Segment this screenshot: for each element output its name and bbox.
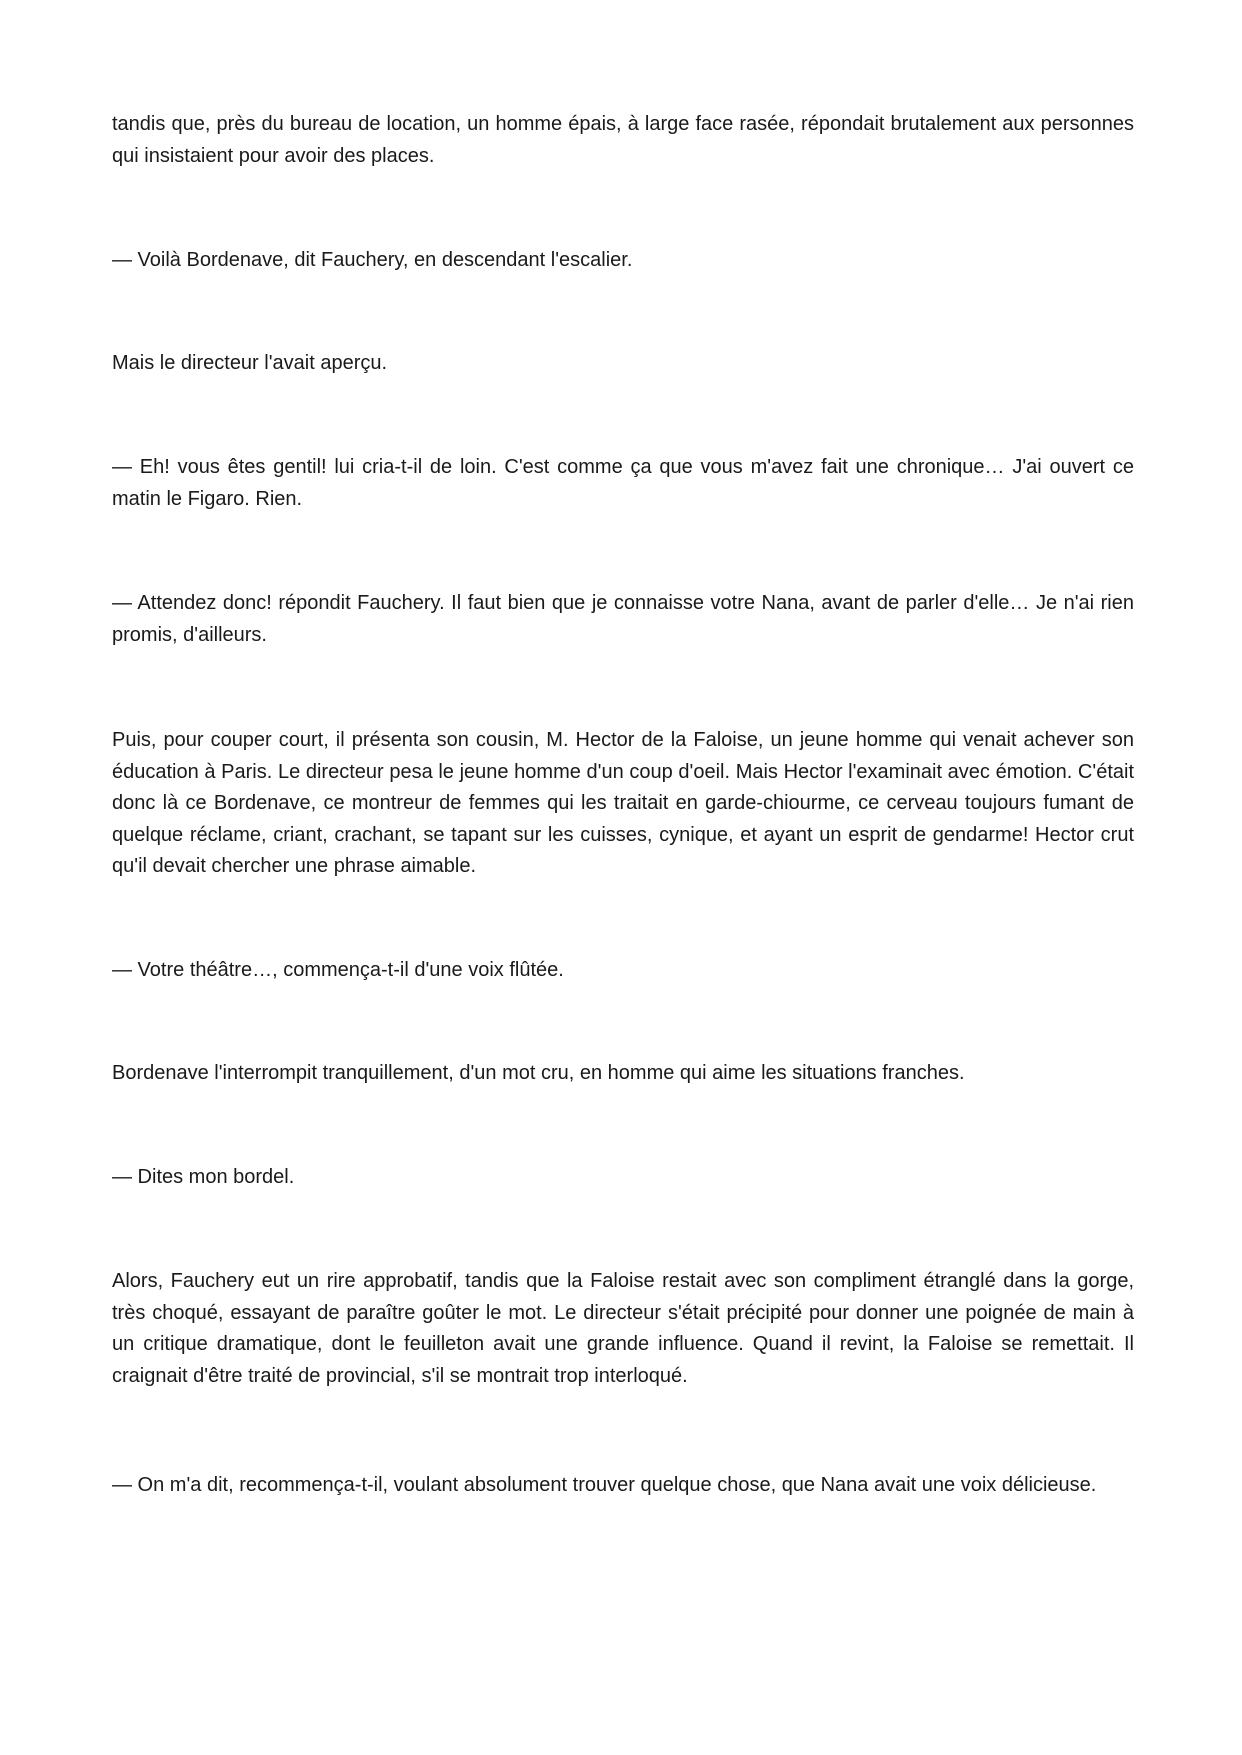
paragraph-2: — Voilà Bordenave, dit Fauchery, en descendant l'escalier. — [112, 249, 633, 271]
paragraph-11: — On m'a dit, recommença-t-il, voulant absolument trouver quelque chose, que Nana avait une voix délicieuse. — [112, 1474, 1097, 1496]
paragraph-5: — Attendez donc! répondit Fauchery. Il faut bien que je connaisse votre Nana, avant de parler d'elle… Je n'ai rien promis, d'ailleurs. — [112, 592, 1134, 646]
paragraph-10: Alors, Fauchery eut un rire approbatif, tandis que la Faloise restait avec son compliment étranglé dans la gorge, très choqué, essayant de paraître goûter le mot. Le directeur s'était précipité pour donner une poignée de main à un critique dramatique, dont le feuilleton avait une grande influence. Quand il revint, la Faloise se remettait. Il craignait d'être traité de provincial, s'il se montrait trop interloqué. — [112, 1270, 1134, 1387]
paragraph-3: Mais le directeur l'avait aperçu. — [112, 352, 388, 374]
paragraph-7: — Votre théâtre…, commença-t-il d'une voix flûtée. — [112, 959, 564, 981]
paragraph-6: Puis, pour couper court, il présenta son cousin, M. Hector de la Faloise, un jeune homme qui venait achever son éducation à Paris. Le directeur pesa le jeune homme d'un coup d'oeil. Mais Hector l'examinait avec émotion. C'était donc là ce Bordenave, ce montreur de femmes qui les traitait en garde-chiourme, ce cerveau toujours fumant de quelque réclame, criant, crachant, se tapant sur les cuisses, cynique, et ayant un esprit de gendarme! Hector crut qu'il devait chercher une phrase aimable. — [112, 729, 1134, 877]
paragraph-4: — Eh! vous êtes gentil! lui cria-t-il de loin. C'est comme ça que vous m'avez fait une chronique… J'ai ouvert ce matin le Figaro. Rien. — [112, 456, 1134, 510]
paragraph-8: Bordenave l'interrompit tranquillement, d'un mot cru, en homme qui aime les situations franches. — [112, 1062, 965, 1084]
paragraph-1: tandis que, près du bureau de location, un homme épais, à large face rasée, répondait brutalement aux personnes qui insistaient pour avoir des places. — [112, 113, 1134, 167]
paragraph-9: — Dites mon bordel. — [112, 1166, 295, 1188]
